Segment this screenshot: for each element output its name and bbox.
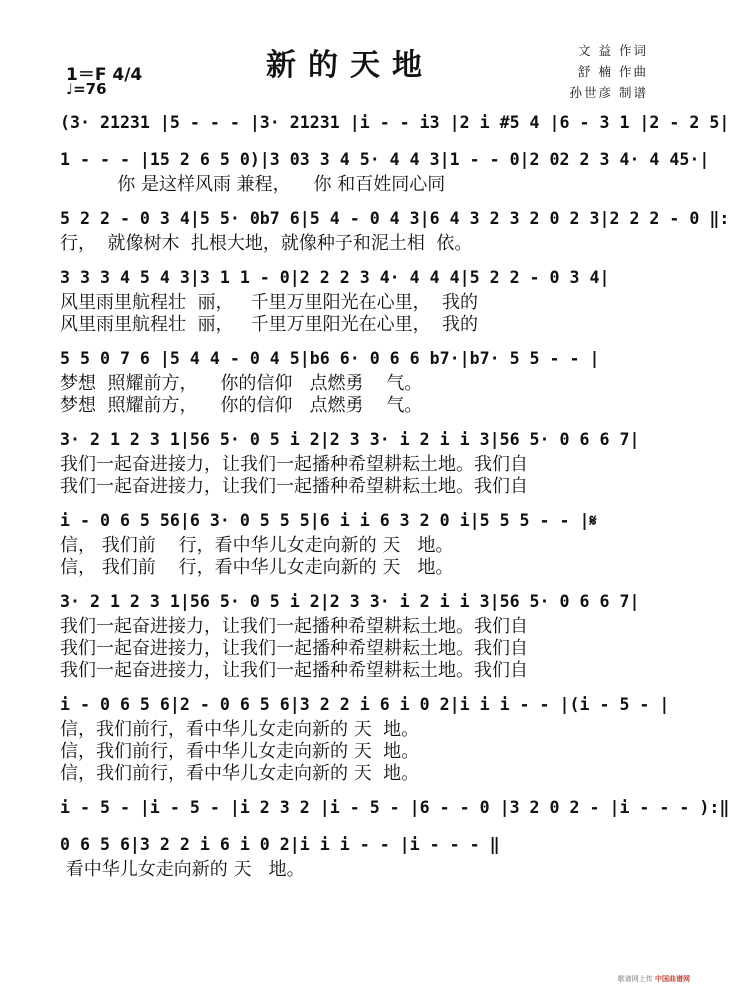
transcriber-credit: 孙世彦 制谱 <box>569 85 648 100</box>
lyric-line: 信， 我们前 行，看中华儿女走向新的 天 地。 <box>60 535 454 556</box>
system-8 <box>60 589 640 682</box>
notation-line: 3· 2 1 2 3 1|56 5· 0 5 i 2|2 3 3· i 2 i i 3|56 5· 0 6 6 7| <box>60 592 640 611</box>
notation-line: (3· 21231 |5 - - - |3· 21231 |i - - i3 |2 i #5 4 |6 - 3 1 |2 - 2 5| <box>60 113 729 132</box>
lyric-line: 梦想 照耀前方， 你的信仰 点燃勇 气。 <box>60 395 423 416</box>
lyric-line: 我们一起奋进接力，让我们一起播种希望耕耘土地。我们自 <box>60 616 528 637</box>
notation-line: i - 0 6 5 56|6 3· 0 5 5 5|6 i i 6 3 2 0 i|5 5 5 - - |𝄋 <box>60 511 597 530</box>
lyric-line: 信，我们前行，看中华儿女走向新的 天 地。 <box>60 763 420 784</box>
system-6 <box>60 427 640 498</box>
lyric-line: 你 是这样风雨 兼程， 你 和百姓同心同 <box>60 174 446 195</box>
lyric-line: 信，我们前行，看中华儿女走向新的 天 地。 <box>60 741 420 762</box>
watermark-text: 歌谱网上传 <box>617 975 653 983</box>
notation-line: i - 5 - |i - 5 - |i 2 3 2 |i - 5 - |6 - - 0 |3 2 0 2 - |i - - - ):‖ <box>60 798 729 817</box>
tempo-marking: ♩=76 <box>66 80 107 98</box>
system-3 <box>60 206 729 255</box>
watermark <box>618 974 690 984</box>
notation-line: 1 - - - |15 2 6 5 0)|3 03 3 4 5· 4 4 3|1 - - 0|2 02 2 3 4· 4 45·| <box>60 150 710 169</box>
composer-credit: 舒 楠 作曲 <box>578 64 648 79</box>
lyric-line: 我们一起奋进接力，让我们一起播种希望耕耘土地。我们自 <box>60 638 528 659</box>
system-10 <box>60 795 729 822</box>
lyric-line: 我们一起奋进接力，让我们一起播种希望耕耘土地。我们自 <box>60 454 528 475</box>
system-9 <box>60 692 670 785</box>
notation-line: 0 6 5 6|3 2 2 i 6 i 0 2|i i i - - |i - - - ‖ <box>60 835 500 854</box>
lyric-line: 行， 就像树木 扎根大地，就像种子和泥土相 依。 <box>60 233 473 254</box>
song-title: 新的天地 <box>266 48 434 83</box>
notation-line: 5 2 2 - 0 3 4|5 5· 0b7 6|5 4 - 0 4 3|6 4 3 2 3 2 0 2 3|2 2 2 - 0 ‖: <box>60 209 729 228</box>
lyric-line: 我们一起奋进接力，让我们一起播种希望耕耘土地。我们自 <box>60 660 528 681</box>
system-2 <box>60 147 710 196</box>
notation-line: i - 0 6 5 6|2 - 0 6 5 6|3 2 2 i 6 i 0 2|i i i - - |(i - 5 - | <box>60 695 670 714</box>
lyric-line: 梦想 照耀前方， 你的信仰 点燃勇 气。 <box>60 373 423 394</box>
system-11 <box>60 832 640 881</box>
notation-line: 5 5 0 7 6 |5 4 4 - 0 4 5|b6 6· 0 6 6 b7·|b7· 5 5 - - | <box>60 349 600 368</box>
notation-line: 3· 2 1 2 3 1|56 5· 0 5 i 2|2 3 3· i 2 i i 3|56 5· 0 6 6 7| <box>60 430 640 449</box>
lyric-line: 信，我们前行，看中华儿女走向新的 天 地。 <box>60 719 420 740</box>
credits <box>570 40 648 103</box>
lyric-line: 风里雨里航程壮 丽， 千里万里阳光在心里， 我的 <box>60 292 479 313</box>
system-4 <box>60 265 640 336</box>
lyricist-credit: 文 益 作词 <box>578 43 648 58</box>
lyric-line: 风里雨里航程壮 丽， 千里万里阳光在心里， 我的 <box>60 314 479 335</box>
score <box>60 110 729 881</box>
watermark-brand: 中国曲谱网 <box>655 975 690 983</box>
system-1 <box>60 110 729 137</box>
lyric-line: 我们一起奋进接力，让我们一起播种希望耕耘土地。我们自 <box>60 476 528 497</box>
lyric-line: 看中华儿女走向新的 天 地。 <box>60 859 305 880</box>
system-5 <box>60 346 640 417</box>
system-7 <box>60 508 640 579</box>
notation-line: 3 3 3 4 5 4 3|3 1 1 - 0|2 2 2 3 4· 4 4 4|5 2 2 - 0 3 4| <box>60 268 610 287</box>
lyric-line: 信， 我们前 行，看中华儿女走向新的 天 地。 <box>60 557 454 578</box>
key-signature: 1＝F 4/4 <box>66 65 143 85</box>
